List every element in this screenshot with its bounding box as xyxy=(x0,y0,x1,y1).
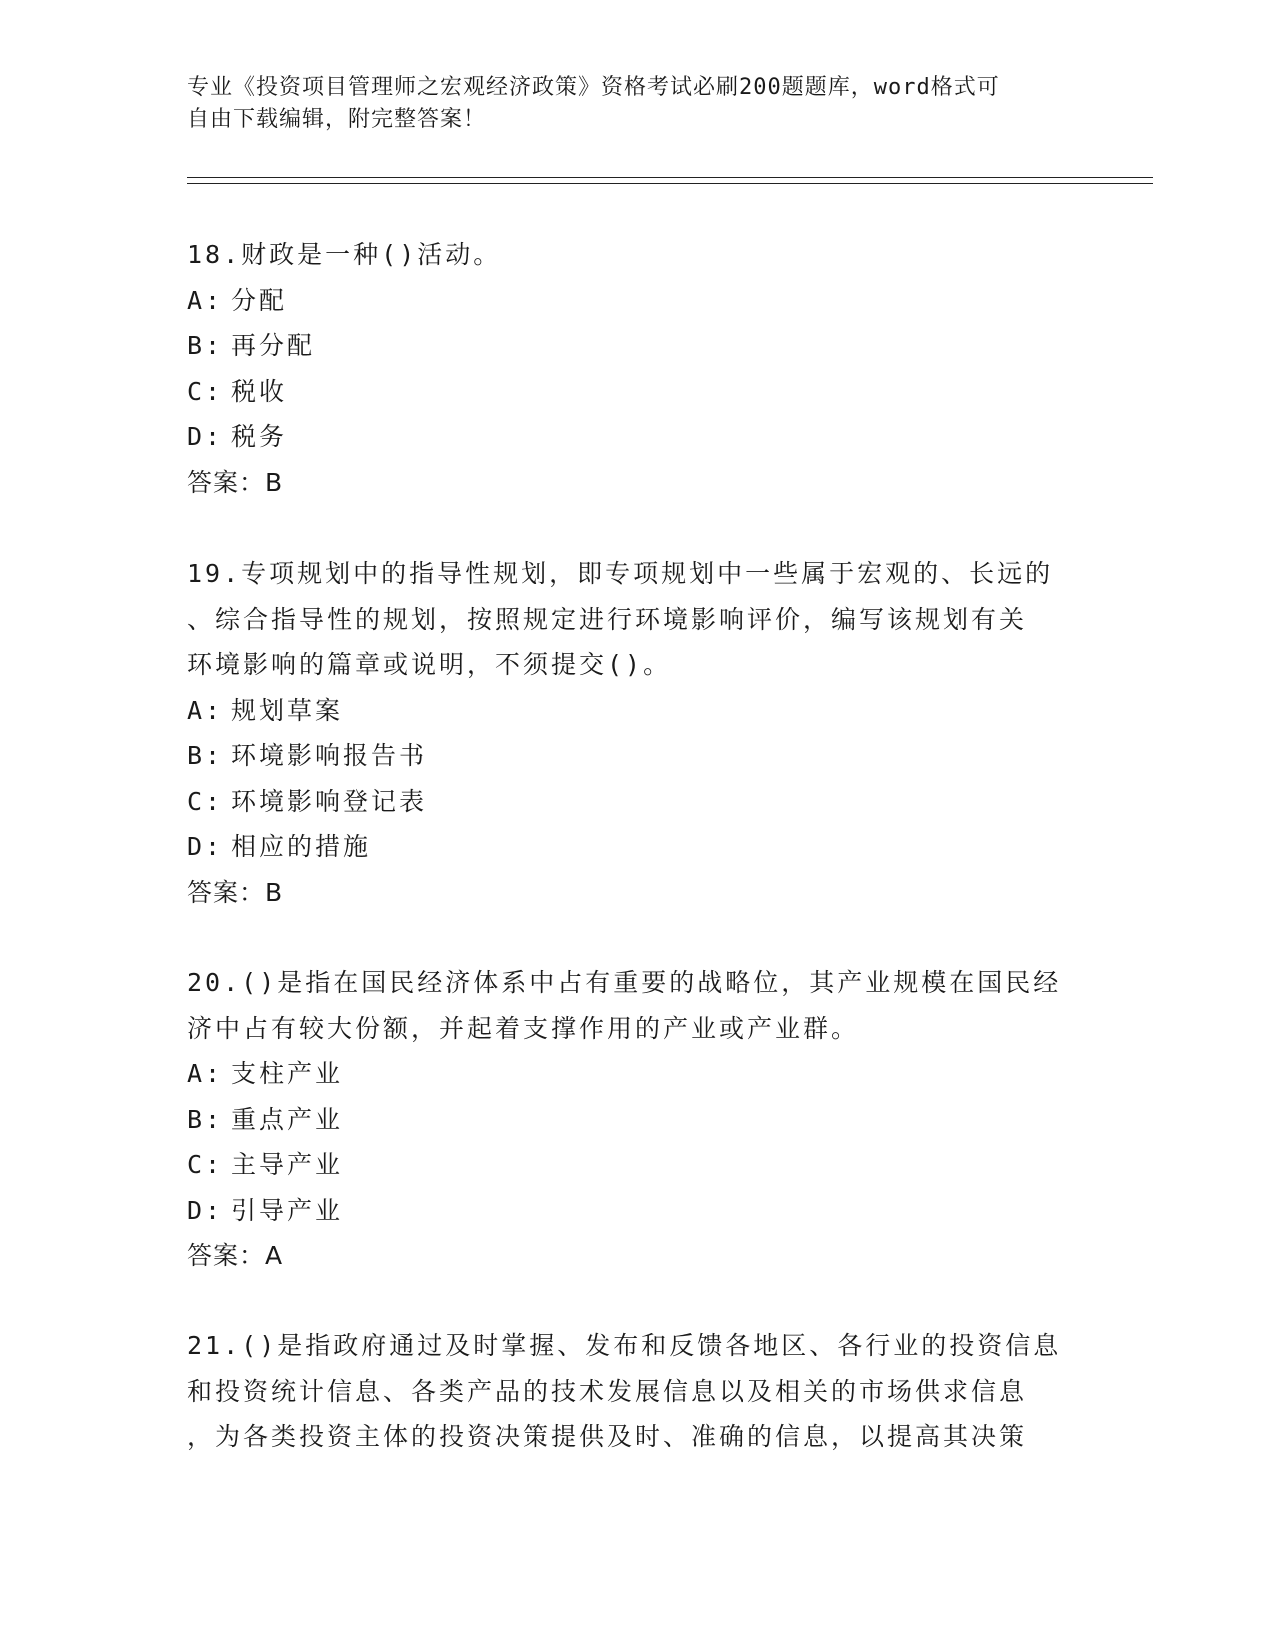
question-20 xyxy=(187,960,1087,1279)
option-letter: D: xyxy=(187,832,224,861)
option-a xyxy=(187,278,1087,324)
option-a xyxy=(187,688,1087,734)
document-header xyxy=(187,72,1067,136)
option-letter: B: xyxy=(187,741,224,770)
question-18 xyxy=(187,232,1087,505)
stem-line: 环境影响的篇章或说明，不须提交()。 xyxy=(187,650,672,679)
option-text: 主导产业 xyxy=(231,1150,344,1179)
question-stem xyxy=(187,960,1087,1051)
stem-line: 和投资统计信息、各类产品的技术发展信息以及相关的市场供求信息 xyxy=(187,1376,1028,1406)
option-letter: C: xyxy=(187,376,224,406)
question-21 xyxy=(187,1323,1087,1460)
option-text: 相应的措施 xyxy=(231,832,372,861)
option-text: 支柱产业 xyxy=(231,1059,344,1088)
option-text: 分配 xyxy=(231,285,288,315)
answer: 答案：A xyxy=(187,1241,284,1270)
option-c xyxy=(187,779,1087,825)
option-text: 环境影响登记表 xyxy=(231,786,428,816)
stem-line: 济中占有较大份额，并起着支撑作用的产业或产业群。 xyxy=(187,1013,860,1043)
option-text: 税务 xyxy=(231,422,288,451)
option-b xyxy=(187,1097,1087,1143)
option-letter: A: xyxy=(187,285,224,315)
question-stem xyxy=(187,1323,1087,1460)
option-letter: A: xyxy=(187,1059,224,1088)
option-text: 重点产业 xyxy=(231,1104,344,1134)
option-b xyxy=(187,733,1087,779)
option-letter: B: xyxy=(187,331,224,360)
stem-line: 19.专项规划中的指导性规划，即专项规划中一些属于宏观的、长远的 xyxy=(187,559,1054,588)
stem-line: 、综合指导性的规划，按照规定进行环境影响评价，编写该规划有关 xyxy=(187,604,1028,634)
option-c xyxy=(187,369,1087,415)
option-a xyxy=(187,1051,1087,1097)
option-b xyxy=(187,323,1087,369)
option-d xyxy=(187,1188,1087,1234)
answer: 答案：B xyxy=(187,877,284,907)
option-letter: C: xyxy=(187,786,224,816)
option-d xyxy=(187,824,1087,870)
answer: 答案：B xyxy=(187,467,284,497)
stem-line: 18.财政是一种()活动。 xyxy=(187,240,502,269)
option-c xyxy=(187,1142,1087,1188)
option-letter: C: xyxy=(187,1150,224,1179)
option-letter: D: xyxy=(187,422,224,451)
header-line-2: 自由下载编辑，附完整答案！ xyxy=(187,107,487,132)
option-d xyxy=(187,414,1087,460)
option-text: 引导产业 xyxy=(231,1195,344,1225)
header-rule-bottom xyxy=(187,183,1153,184)
question-19 xyxy=(187,551,1087,915)
stem-line: 20.()是指在国民经济体系中占有重要的战略位，其产业规模在国民经 xyxy=(187,968,1062,997)
option-text: 再分配 xyxy=(231,331,316,360)
question-stem xyxy=(187,232,1087,278)
header-rule-top xyxy=(187,177,1153,178)
option-letter: B: xyxy=(187,1104,224,1134)
stem-line: 21.()是指政府通过及时掌握、发布和反馈各地区、各行业的投资信息 xyxy=(187,1331,1062,1360)
option-letter: D: xyxy=(187,1195,224,1225)
option-text: 税收 xyxy=(231,376,288,406)
option-text: 环境影响报告书 xyxy=(231,741,428,770)
header-line-1: 专业《投资项目管理师之宏观经济政策》资格考试必刷200题题库，word格式可 xyxy=(187,75,1000,100)
option-letter: A: xyxy=(187,695,224,725)
question-stem xyxy=(187,551,1087,688)
option-text: 规划草案 xyxy=(231,695,344,725)
stem-line: ，为各类投资主体的投资决策提供及时、准确的信息，以提高其决策 xyxy=(187,1422,1028,1451)
